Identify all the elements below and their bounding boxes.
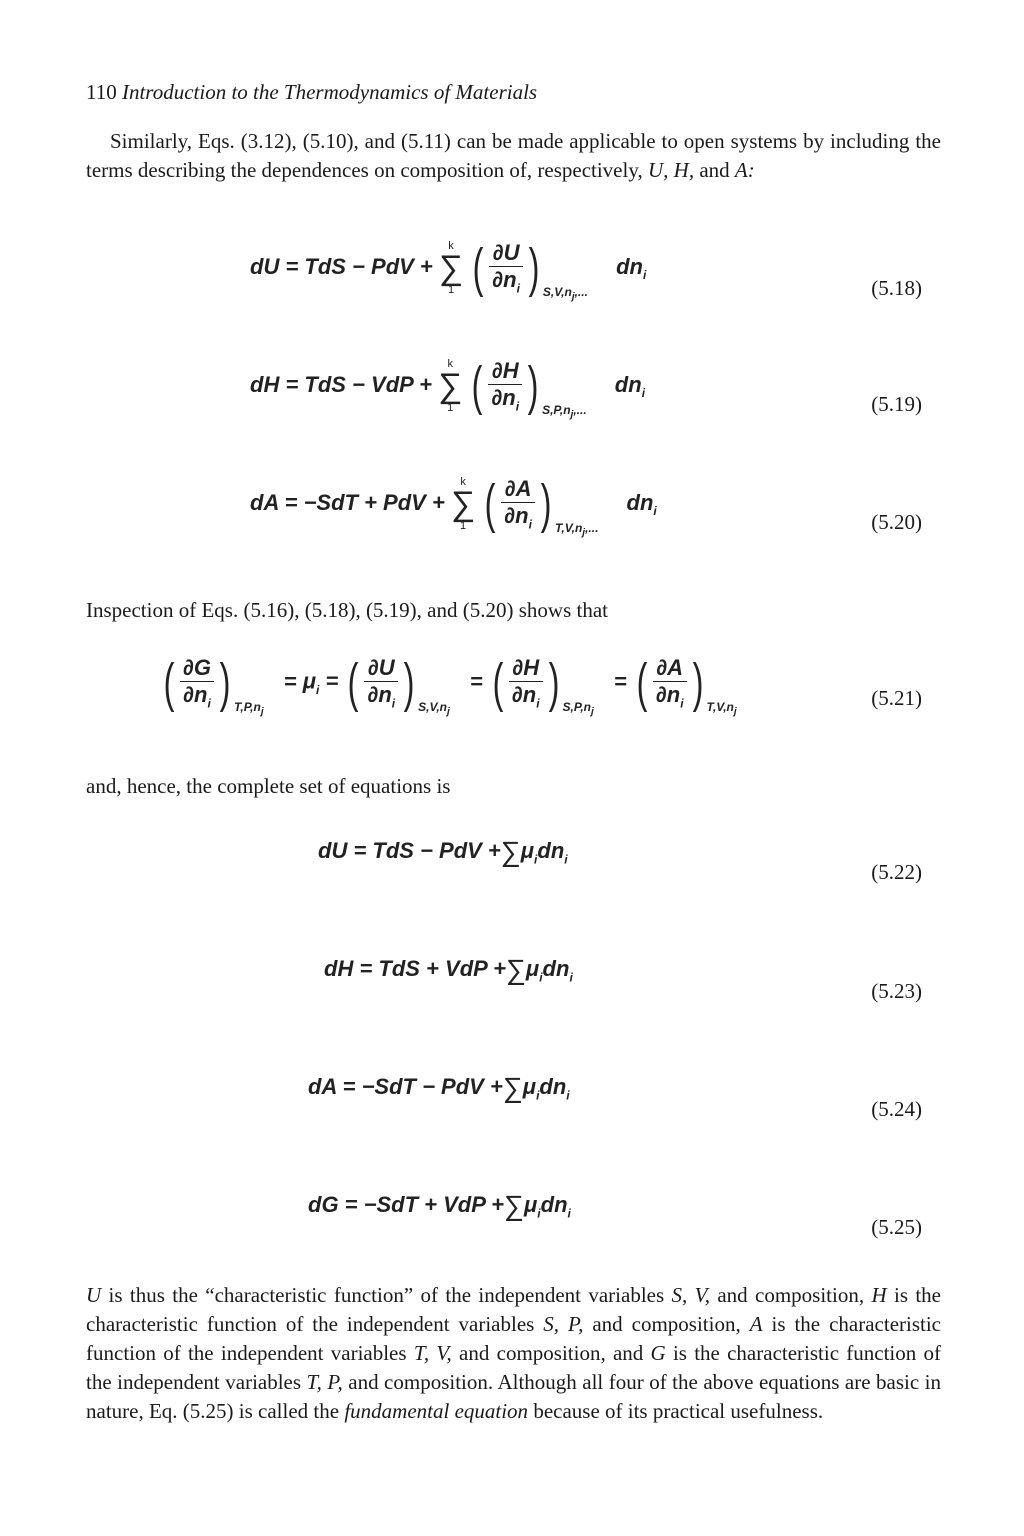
equation-number: (5.18) (871, 276, 922, 300)
equation-number: (5.22) (871, 860, 922, 884)
equation-number: (5.20) (871, 510, 922, 534)
closing-paragraph: U is thus the “characteristic function” of the independent variables S, V, and composition, H is the characteristic function of the independent variables S, P, and composition, A is the characteristic function of the independent variables T, V, and composition, and G is the characteristic function of the independent variables T, P, and composition. Although all four of the above equations are basic in nature, Eq. (5.25) is called the fundamental equation because of its practical usefulness. (86, 1283, 942, 1423)
sum-symbol: k ∑ 1 (438, 240, 464, 296)
equation-5-19: dH = TdS − VdP + k ∑ 1 ( $\frac{\partial H}{\partial n_i}$ ) $S,P,n_j$,... $dn_i$ (250, 356, 646, 421)
equation-number: (5.25) (871, 1215, 922, 1239)
equation-5-22: dU = TdS − PdV $+\sum\mu_idn_i$ (318, 836, 568, 867)
running-header (86, 80, 537, 105)
equation-number: (5.21) (871, 686, 922, 710)
book-title: Introduction to the Thermodynamics of Materials (121, 80, 538, 104)
equation-5-21: ( $\frac{\partial G}{\partial n_i}$ ) $T,P,n_j = \mu_i$ = ( $\frac{\partial U}{\partial n_i}$ ) $S,V,n_j$ = ( $\frac{\partial H}{\partial n_i}$ ) $S,P,n_j$ = ( $\frac{\partial A}{\partial n_i}$ ) $T,V,n_j$ (163, 652, 737, 717)
equation-number: (5.23) (871, 979, 922, 1003)
equation-number: (5.19) (871, 392, 922, 416)
equation-5-20: dA = −SdT + PdV + k ∑ 1 ( $\frac{\partial A}{\partial n_i}$ ) $T,V,n_j$,... $dn_i$ (250, 474, 657, 539)
equation-5-23: dH = TdS + VdP $+\sum\mu_idn_i$ (324, 954, 573, 985)
equation-5-25: dG = −SdT + VdP $+\sum\mu_idn_i$ (308, 1190, 571, 1221)
intro-paragraph: Similarly, Eqs. (3.12), (5.10), and (5.11) can be made applicable to open systems by including the terms describing the dependences on composition of, respectively, U, H, and A: (86, 129, 941, 182)
equation-5-18: dU = TdS − PdV + k ∑ 1 ( $\frac{\partial U}{\partial n_i}$ ) $S,V,n_j$,... $dn_i$ (250, 238, 647, 303)
hence-paragraph: and, hence, the complete set of equations is (86, 774, 451, 798)
sum-symbol: k ∑ 1 (438, 358, 463, 414)
sum-symbol: k ∑ 1 (450, 476, 476, 532)
term-fundamental-equation: fundamental equation (344, 1399, 529, 1423)
page-number: 110 (86, 80, 117, 104)
equation-number: (5.24) (871, 1097, 922, 1121)
equation-5-24: dA = −SdT − PdV $+\sum\mu_idn_i$ (308, 1072, 570, 1103)
inspection-paragraph: Inspection of Eqs. (5.16), (5.18), (5.19), and (5.20) shows that (86, 598, 608, 622)
